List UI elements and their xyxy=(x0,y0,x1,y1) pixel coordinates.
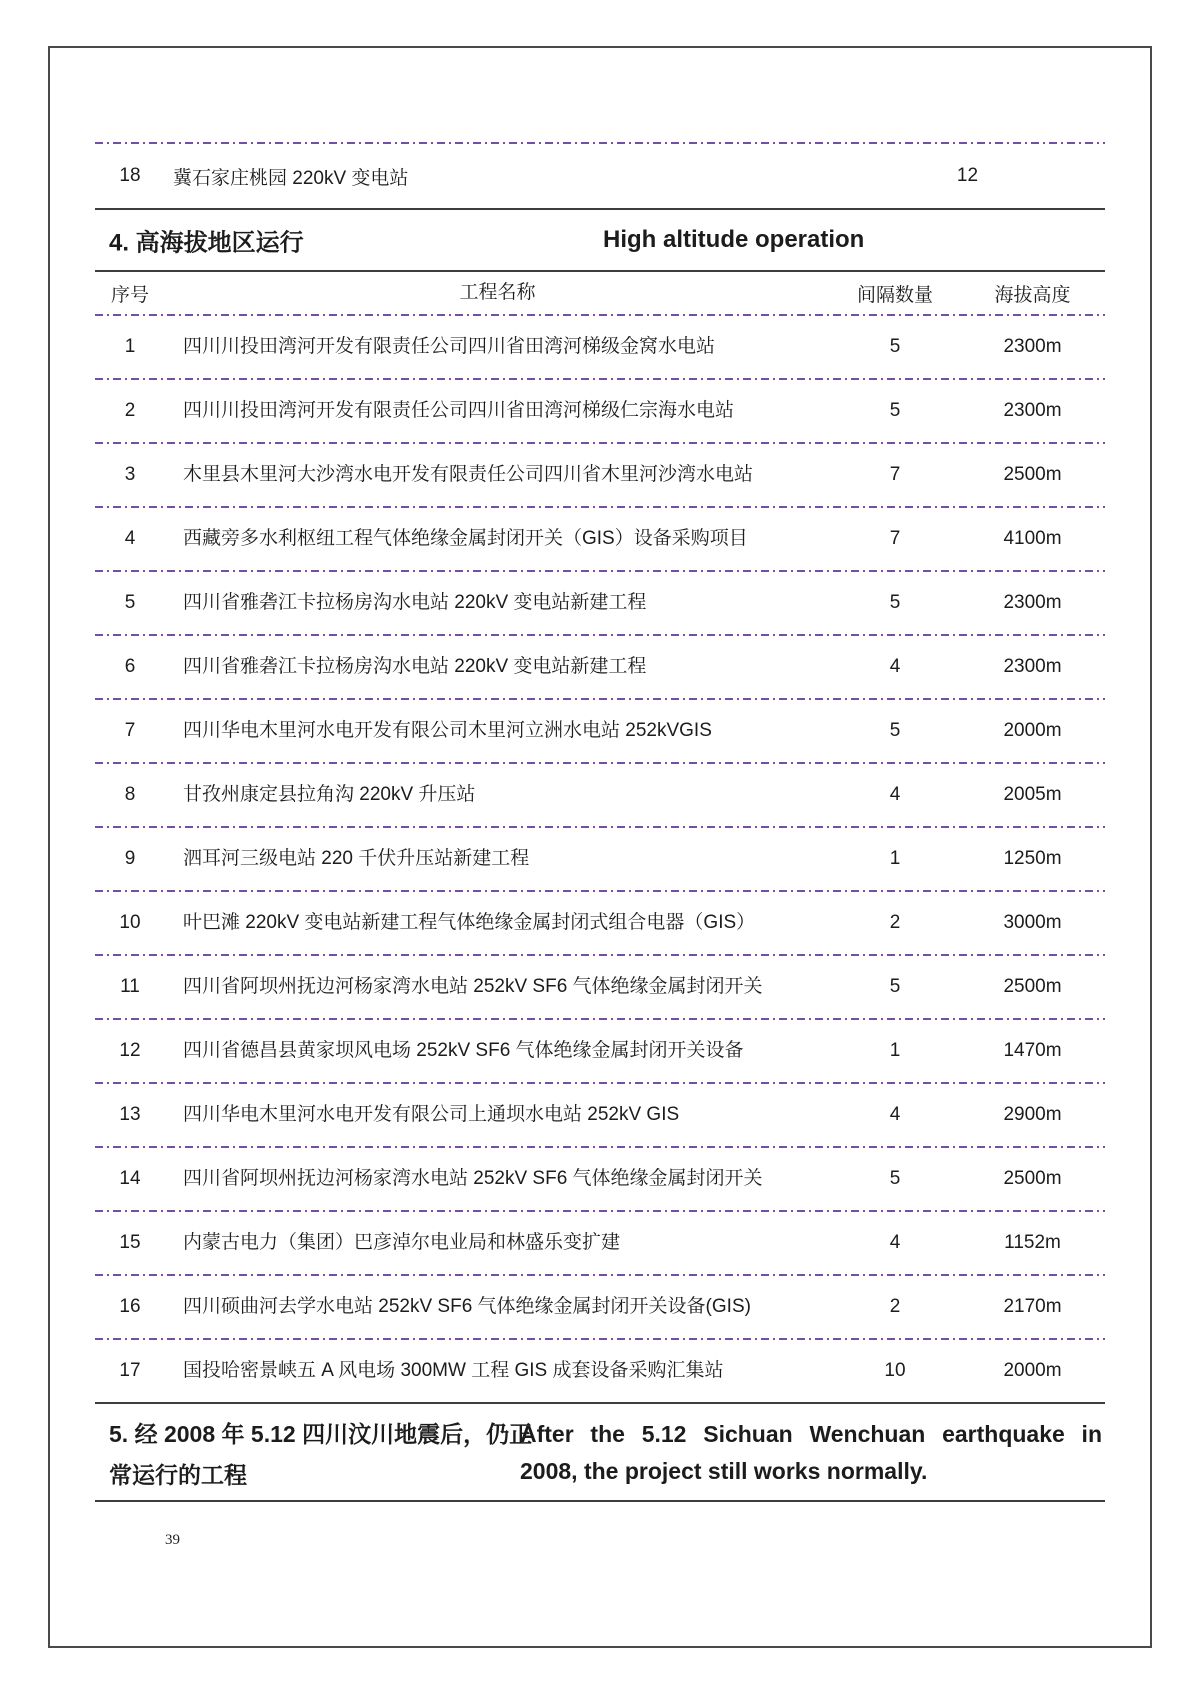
altitude: 2300m xyxy=(1003,592,1062,613)
row-number: 16 xyxy=(119,1296,141,1317)
table-row xyxy=(95,956,1105,1018)
table-row xyxy=(95,1020,1105,1082)
section-title-en: High altitude operation xyxy=(603,226,865,253)
altitude: 4100m xyxy=(1003,528,1062,549)
bay-count: 4 xyxy=(889,784,901,805)
bay-count: 5 xyxy=(889,400,901,421)
project-name: 四川川投田湾河开发有限责任公司四川省田湾河梯级金窝水电站 xyxy=(183,336,716,357)
project-name: 泗耳河三级电站 220 千伏升压站新建工程 xyxy=(183,848,530,869)
row-number: 17 xyxy=(119,1360,141,1381)
row-number: 12 xyxy=(119,1040,141,1061)
row-number: 9 xyxy=(124,848,136,869)
column-header-bays: 间隔数量 xyxy=(856,284,933,306)
bay-count: 4 xyxy=(889,1104,901,1125)
table-row xyxy=(95,444,1105,506)
section-title-en: After the 5.12 Sichuan Wenchuan earthquake in 2008, the project still works normally. xyxy=(520,1421,1102,1484)
project-name: 四川省阿坝州抚边河杨家湾水电站 252kV SF6 气体绝缘金属封闭开关 xyxy=(183,976,763,997)
row-number: 15 xyxy=(119,1232,141,1253)
project-name: 四川省德昌县黄家坝风电场 252kV SF6 气体绝缘金属封闭开关设备 xyxy=(183,1040,744,1061)
bay-count: 10 xyxy=(884,1360,906,1381)
altitude: 2300m xyxy=(1003,656,1062,677)
table-row xyxy=(95,700,1105,762)
table-row xyxy=(95,1340,1105,1402)
project-name: 叶巴滩 220kV 变电站新建工程气体绝缘金属封闭式组合电器（GIS） xyxy=(183,912,756,933)
section-divider xyxy=(95,1500,1105,1502)
bay-count: 5 xyxy=(889,976,901,997)
table-row xyxy=(95,636,1105,698)
project-name: 冀石家庄桃园 220kV 变电站 xyxy=(173,167,409,189)
project-name: 四川省阿坝州抚边河杨家湾水电站 252kV SF6 气体绝缘金属封闭开关 xyxy=(183,1168,763,1189)
altitude: 2000m xyxy=(1003,720,1062,741)
page-content xyxy=(95,142,1105,1549)
table-row-carryover xyxy=(95,144,1105,208)
row-number: 4 xyxy=(124,528,136,549)
row-number: 18 xyxy=(119,165,141,186)
column-header-name: 工程名称 xyxy=(459,282,536,303)
bay-count: 5 xyxy=(889,336,901,357)
bay-count: 1 xyxy=(889,848,901,869)
table-row xyxy=(95,316,1105,378)
project-name: 四川华电木里河水电开发有限公司上通坝水电站 252kV GIS xyxy=(183,1104,680,1125)
row-value: 12 xyxy=(956,165,979,186)
row-number: 8 xyxy=(124,784,136,805)
project-name: 国投哈密景峡五 A 风电场 300MW 工程 GIS 成套设备采购汇集站 xyxy=(183,1360,724,1381)
table-row xyxy=(95,892,1105,954)
bay-count: 4 xyxy=(889,1232,901,1253)
altitude: 2005m xyxy=(1003,784,1062,805)
altitude: 2500m xyxy=(1003,976,1062,997)
row-number: 14 xyxy=(119,1168,141,1189)
altitude: 2900m xyxy=(1003,1104,1062,1125)
altitude: 1152m xyxy=(1004,1232,1061,1253)
row-number: 3 xyxy=(124,464,136,485)
project-name: 木里县木里河大沙湾水电开发有限责任公司四川省木里河沙湾水电站 xyxy=(183,464,754,485)
altitude: 2500m xyxy=(1003,1168,1062,1189)
table-row xyxy=(95,1212,1105,1274)
table-row xyxy=(95,1084,1105,1146)
table-header-row xyxy=(95,272,1105,314)
page-number: 39 xyxy=(165,1532,180,1548)
bay-count: 7 xyxy=(889,464,901,485)
altitude: 2500m xyxy=(1003,464,1062,485)
row-number: 1 xyxy=(124,336,136,357)
project-name: 甘孜州康定县拉角沟 220kV 升压站 xyxy=(183,784,476,805)
table-row xyxy=(95,828,1105,890)
row-number: 5 xyxy=(124,592,136,613)
project-name: 四川省雅砻江卡拉杨房沟水电站 220kV 变电站新建工程 xyxy=(183,656,647,677)
table-row xyxy=(95,572,1105,634)
project-name: 四川省雅砻江卡拉杨房沟水电站 220kV 变电站新建工程 xyxy=(183,592,647,613)
table-row xyxy=(95,380,1105,442)
altitude: 2170m xyxy=(1003,1296,1062,1317)
row-number: 6 xyxy=(124,656,136,677)
project-name: 西藏旁多水利枢纽工程气体绝缘金属封闭开关（GIS）设备采购项目 xyxy=(183,528,748,549)
project-name: 内蒙古电力（集团）巴彦淖尔电业局和林盛乐变扩建 xyxy=(183,1232,621,1253)
table-row xyxy=(95,1276,1105,1338)
altitude: 2300m xyxy=(1003,336,1062,357)
column-header-altitude: 海拔高度 xyxy=(994,284,1071,306)
bay-count: 1 xyxy=(889,1040,901,1061)
row-number: 2 xyxy=(124,400,136,421)
bay-count: 4 xyxy=(889,656,901,677)
section-4-heading xyxy=(95,210,1105,270)
row-number: 13 xyxy=(119,1104,141,1125)
bay-count: 5 xyxy=(889,592,901,613)
table-row xyxy=(95,1148,1105,1210)
column-header-no: 序号 xyxy=(110,284,149,306)
project-name: 四川川投田湾河开发有限责任公司四川省田湾河梯级仁宗海水电站 xyxy=(183,400,735,421)
row-number: 10 xyxy=(119,912,141,933)
altitude: 2300m xyxy=(1003,400,1062,421)
section-title-zh: 5. 经 2008 年 5.12 四川汶川地震后，仍正常运行的工程 xyxy=(109,1421,533,1488)
altitude: 2000m xyxy=(1003,1360,1062,1381)
altitude: 1250m xyxy=(1003,848,1062,869)
table-row xyxy=(95,764,1105,826)
bay-count: 2 xyxy=(889,1296,901,1317)
row-number: 7 xyxy=(124,720,136,741)
altitude: 1470m xyxy=(1003,1040,1062,1061)
row-number: 11 xyxy=(120,976,140,997)
bay-count: 5 xyxy=(889,720,901,741)
bay-count: 5 xyxy=(889,1168,901,1189)
bay-count: 7 xyxy=(889,528,901,549)
bay-count: 2 xyxy=(889,912,901,933)
section-5-heading xyxy=(95,1404,1105,1500)
project-name: 四川华电木里河水电开发有限公司木里河立洲水电站 252kVGIS xyxy=(183,720,712,741)
section-title-zh: 4. 高海拔地区运行 xyxy=(109,229,304,257)
altitude: 3000m xyxy=(1003,912,1062,933)
project-name: 四川硕曲河去学水电站 252kV SF6 气体绝缘金属封闭开关设备(GIS) xyxy=(183,1296,751,1317)
table-row xyxy=(95,508,1105,570)
